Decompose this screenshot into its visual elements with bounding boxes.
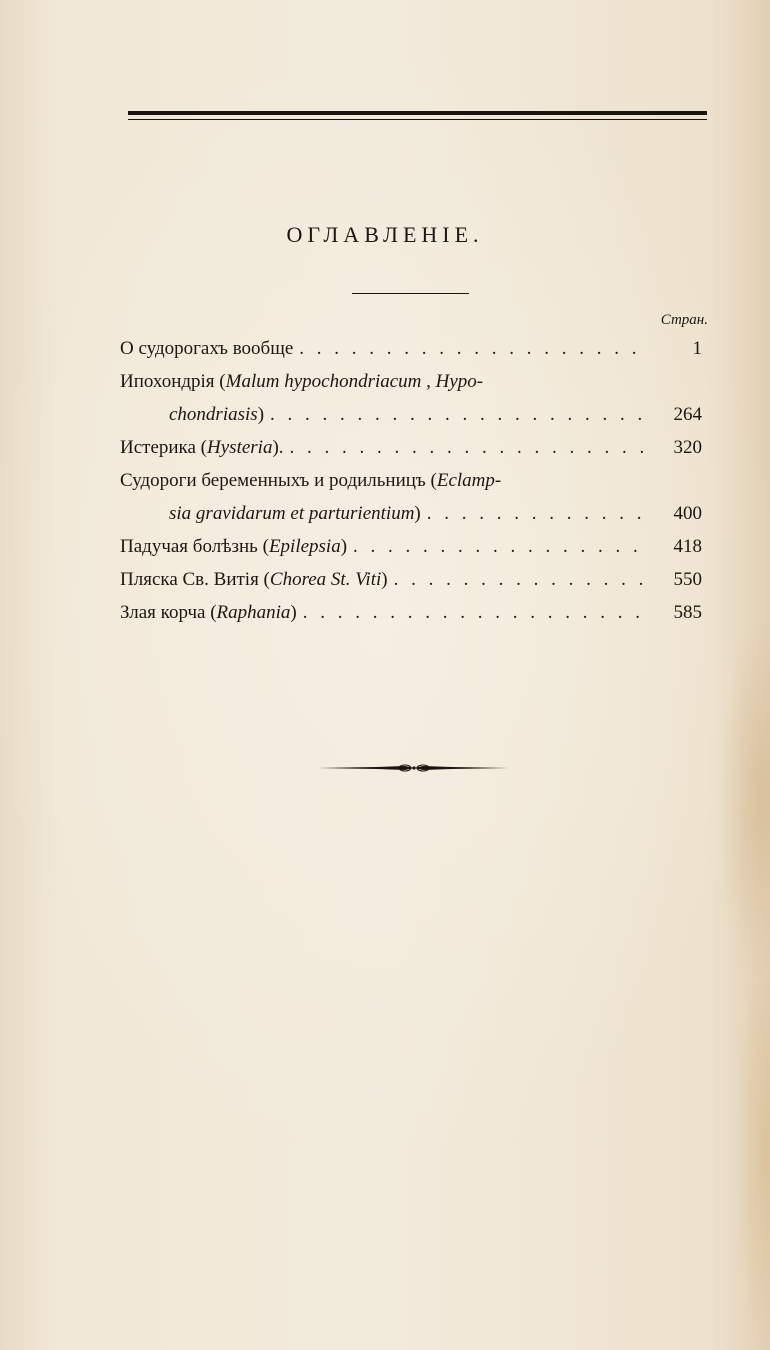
toc-entry-title: Злая корча (Raphania) [120,602,297,623]
toc-entry [120,365,702,431]
page-column-header: Стран. [660,312,708,328]
toc-entry-title: Судороги беременныхъ и родильницъ (Eclamp- [120,470,502,491]
toc-entry-title: О судорогахъ вообще [120,338,294,359]
toc-entry [120,563,702,596]
table-of-contents [120,332,702,629]
toc-entry-title: Падучая болѣзнь (Epilepsia) [120,536,348,557]
toc-entry [120,332,702,365]
toc-entry [120,464,702,530]
dot-leader [427,497,646,530]
dot-leader [303,596,646,629]
toc-entry-title-continued: sia gravidarum et parturientium) [169,503,421,524]
toc-entry-page: 320 [673,437,702,458]
toc-entry-page: 264 [673,404,702,425]
toc-entry-page: 418 [673,536,702,557]
ornamental-divider [317,760,511,776]
toc-entry [120,596,702,629]
toc-entry [120,530,702,563]
toc-entry-page: 400 [673,503,702,524]
toc-entry-page: 550 [673,569,702,590]
top-double-rule [128,111,707,120]
dot-leader [299,332,646,365]
dot-leader [353,530,646,563]
toc-entry-page: 585 [673,602,702,623]
toc-entry-title: Истерика (Hysteria). [120,437,284,458]
dot-leader [290,431,646,464]
toc-entry-page: 1 [692,338,702,359]
page-title: ОГЛАВЛЕНІЕ. [286,222,484,247]
title-underline [352,293,469,294]
dot-leader [394,563,646,596]
toc-entry-title: Ипохондрія (Malum hypochondriacum , Hypo- [120,371,484,392]
toc-entry-title: Пляска Св. Витія (Chorea St. Viti) [120,569,388,590]
toc-entry [120,431,702,464]
dot-leader [270,398,646,431]
toc-entry-title-continued: chondriasis) [169,404,265,425]
